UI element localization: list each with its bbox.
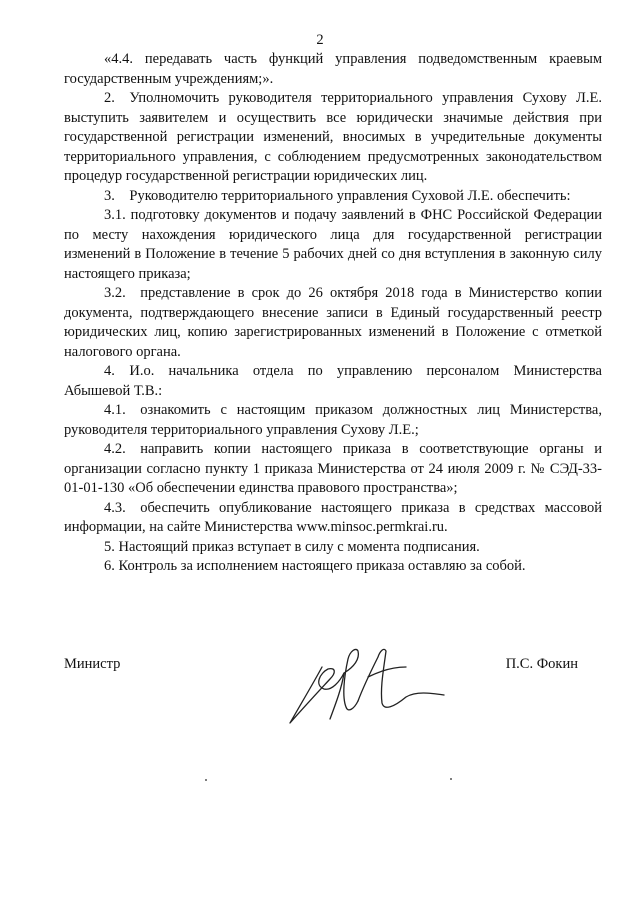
page-number: 2 [316,32,324,48]
paragraph-4-2: 4.2. направить копии настоящего приказа в соответствующие органы и организации согласно пункту 1 приказа Министерства от 24 июля 2009 г. № СЭД-33-01-01-130 «Об обеспечении единства правового пространства»; [64,441,602,496]
paragraph-4-3: 4.3. обеспечить опубликование настоящего приказа в средствах массовой информации, на сайте Министерства www.minsoc.permkrai.ru. [64,499,602,535]
paragraph-4: 4. И.о. начальника отдела по управлению персоналом Министерства Абышевой Т.В.: [64,363,602,399]
document-body [64,50,602,577]
paragraph-4-1: 4.1. ознакомить с настоящим приказом должностных лиц Министерства, руководителя территориального управления Сухову Л.Е.; [64,402,602,438]
paragraph-4-4: «4.4. передавать часть функций управления подведомственным краевым государственным учреждениям;». [64,51,602,87]
signatory-title: Министр [64,656,121,672]
scan-speck [205,779,207,781]
paragraph-6: 6. Контроль за исполнением настоящего приказа оставляю за собой. [104,558,526,574]
scan-speck [450,778,452,780]
paragraph-5: 5. Настоящий приказ вступает в силу с момента подписания. [104,538,480,555]
paragraph-3: 3. Руководителю территориального управления Суховой Л.Е. обеспечить: [104,187,571,204]
paragraph-3-2: 3.2. представление в срок до 26 октября 2018 года в Министерство копии документа, подтверждающего внесение записи в Единый государственный реестр юридических лиц, копию зарегистрированных изменений в Положение с отметкой налогового органа. [64,285,602,360]
handwritten-signature [284,637,454,737]
signature-block [64,655,578,725]
paragraph-2: 2. Уполномочить руководителя территориального управления Сухову Л.Е. выступить заявителем и осуществить все юридически значимые действия при государственной регистрации изменений, вносимых в учредительные документы территориального управления, с соблюдением предусмотренных законодательством процедур государственной регистрации юридических лиц. [64,90,602,184]
signatory-name: П.С. Фокин [505,656,578,672]
paragraph-3-1: 3.1. подготовку документов и подачу заявлений в ФНС Российской Федерации по месту нахождения юридического лица для государственной регистрации изменений в Положение в течение 5 рабочих дней со дня вступления в законную силу настоящего приказа; [64,207,602,282]
